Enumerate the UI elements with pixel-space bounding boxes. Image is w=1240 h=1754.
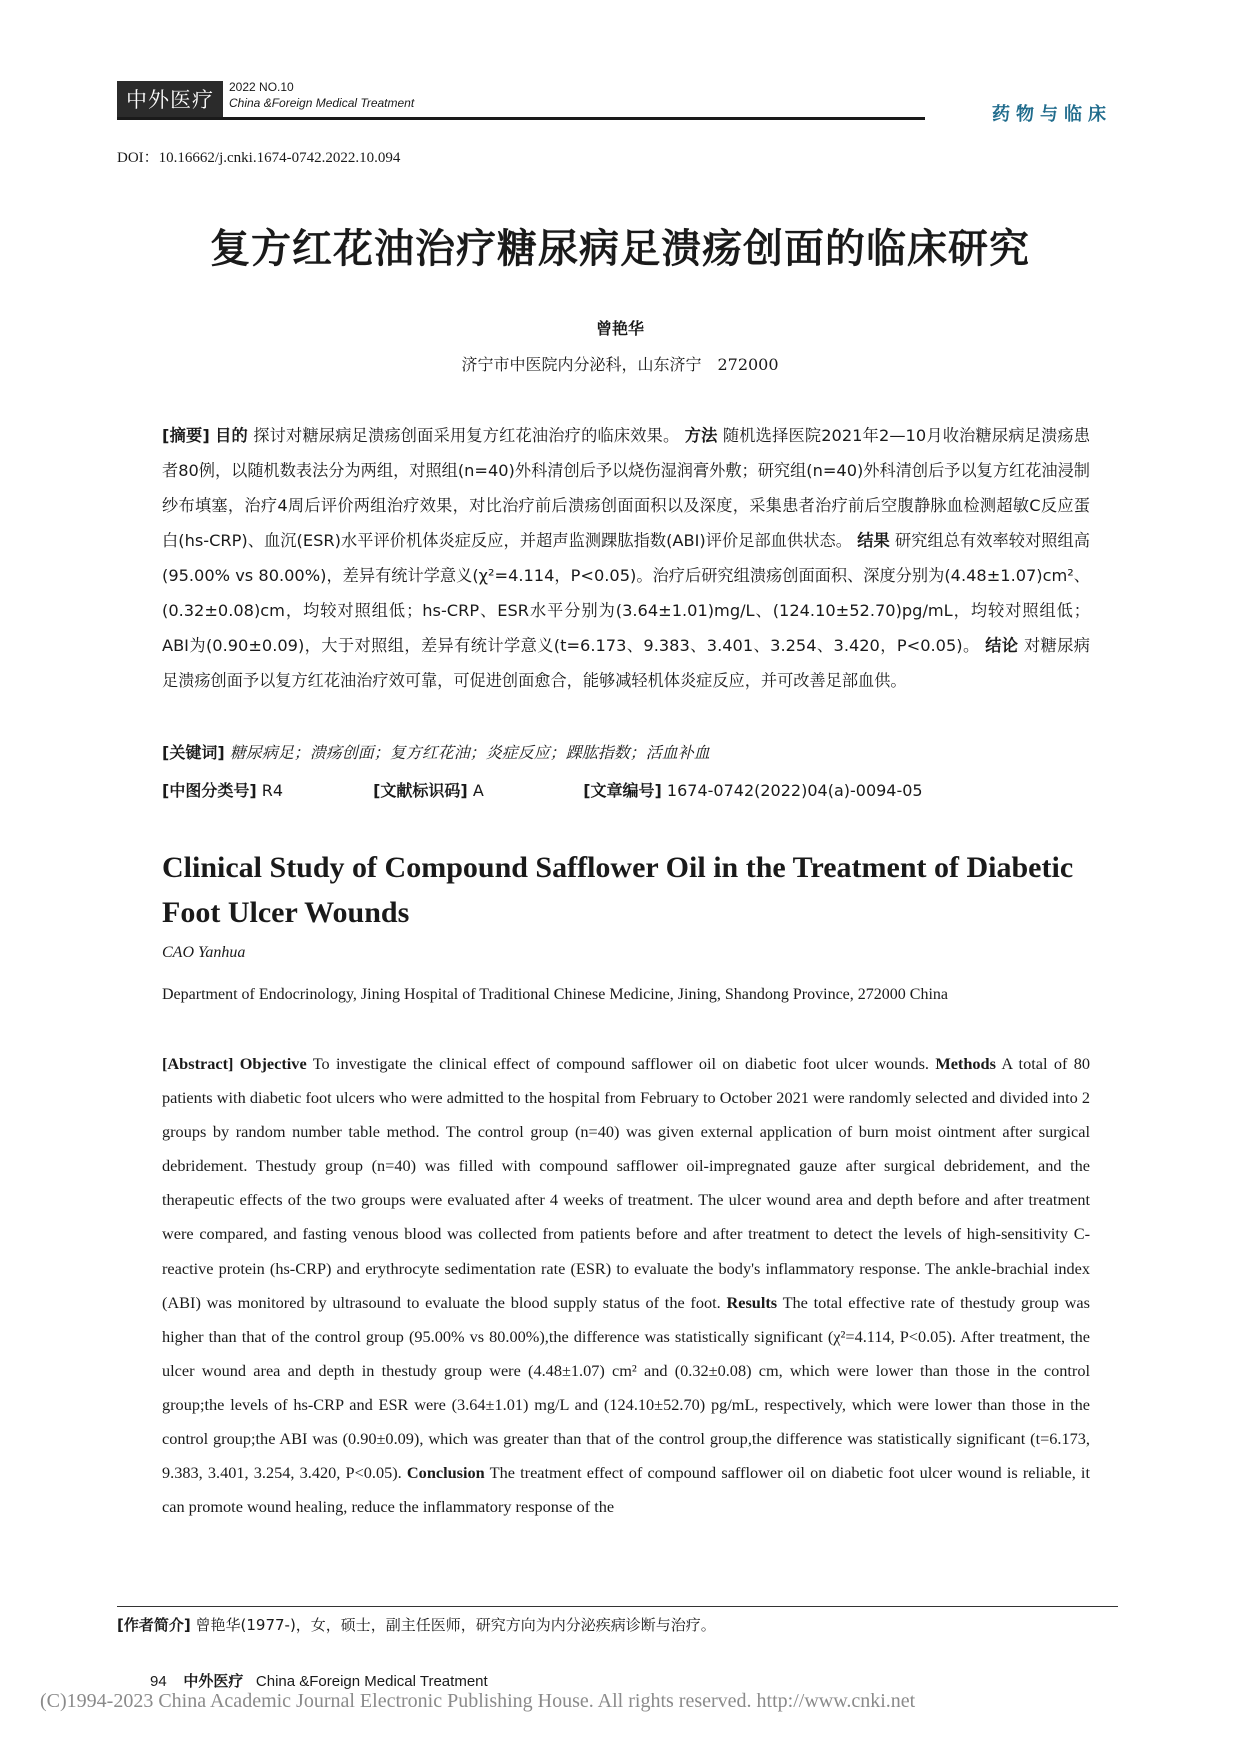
methods-en: A total of 80 patients with diabetic foot ulcers who were admitted to the hospital from February to October 2021 were randomly selected and divided into 2 groups by random number table method. The control group (n=40) was given external application of burn moist ointment after surgical debridement. Thestudy group (n=40) was filled with compound safflower oil-impregnated gauze after surgical debridement, and the therapeutic effects of the two groups were evaluated after 4 weeks of treatment. The ulcer wound area and depth before and after treatment were compared, and fasting venous blood was collected from patients before and after treatment to detect the levels of high-sensitivity C-reactive protein (hs-CRP) and erythrocyte sedimentation rate (ESR) to evaluate the body's inflammatory response. The ankle-brachial index (ABI) was monitored by ultrasound to evaluate the blood supply status of the foot. bbox=[162, 1054, 1090, 1312]
methods-cn: 随机选择医院2021年2—10月收治糖尿病足溃疡患者80例，以随机数表法分为两组，对照组(n=40)外科清创后予以烧伤湿润膏外敷；研究组(n=40)外科清创后予以复方红花油浸制纱布填塞，治疗4周后评价两组治疗效果，对比治疗前后溃疡创面面积以及深度，采集患者治疗前后空腹静脉血检测超敏C反应蛋白(hs-CRP)、血沉(ESR)水平评价机体炎症反应，并超声监测踝肱指数(ABI)评价足部血供状态。 bbox=[162, 426, 1091, 550]
article-value: 1674-0742(2022)04(a)-0094-05 bbox=[666, 781, 923, 800]
objective-cn: 探讨对糖尿病足溃疡创面采用复方红花油治疗的临床效果。 bbox=[253, 426, 680, 445]
article-label: [文章编号] bbox=[583, 781, 662, 800]
classification-line bbox=[162, 778, 1090, 801]
conclusion-en: The treatment effect of compound safflower oil on diabetic foot ulcer wound is reliable, it can promote wound healing, reduce the inflammatory response of the bbox=[162, 1463, 1090, 1517]
footer-journal-cn: 中外医疗 bbox=[183, 1672, 244, 1690]
keywords-text: 糖尿病足；溃疡创面；复方红花油；炎症反应；踝肱指数；活血补血 bbox=[229, 743, 710, 762]
conclusion-cn: 对糖尿病足溃疡创面予以复方红花油治疗效可靠，可促进创面愈合，能够减轻机体炎症反应，并可改善足部血供。 bbox=[162, 636, 1090, 690]
journal-name-en: China &Foreign Medical Treatment bbox=[229, 96, 415, 110]
journal-issue: 2022 NO.10 bbox=[229, 80, 294, 94]
clc-block bbox=[162, 778, 368, 801]
header-rule bbox=[117, 117, 925, 120]
results-en: The total effective rate of thestudy group was higher than that of the control group (95.00% vs 80.00%),the difference was statistically significant (χ²=4.114, P<0.05). After treatment, the ulcer wound area and depth in thestudy group were (4.48±1.07) cm² and (0.32±0.08) cm, which were lower than those in the control group;the levels of hs-CRP and ESR were (3.64±1.01) mg/L and (124.10±52.70) pg/mL, respectively, which were lower than those in the control group;the ABI was (0.90±0.09), which was greater than that of the control group,the difference was statistically significant (t=6.173, 9.383, 3.401, 3.254, 3.420, P<0.05). bbox=[162, 1292, 1090, 1483]
objective-label-en: Objective bbox=[239, 1054, 307, 1073]
affiliation-cn: 济宁市中医院内分泌科，山东济宁 272000 bbox=[461, 355, 779, 374]
clc-value: R4 bbox=[261, 781, 284, 800]
author-en: CAO Yanhua bbox=[162, 944, 246, 961]
clc-label: [中图分类号] bbox=[162, 781, 257, 800]
methods-label-en: Methods bbox=[935, 1054, 996, 1073]
copyright-notice: (C)1994-2023 China Academic Journal Electronic Publishing House. All rights reserved. http://www.cnki.net bbox=[40, 1690, 916, 1712]
methods-label-cn: 方法 bbox=[684, 426, 718, 445]
author-bio-text: 曾艳华(1977-)，女，硕士，副主任医师，研究方向为内分泌疾病诊断与治疗。 bbox=[195, 1616, 716, 1634]
doc-value: A bbox=[472, 781, 484, 800]
abstract-cn-label: [摘要] bbox=[162, 426, 210, 445]
journal-logo: 中外医疗 bbox=[117, 81, 223, 117]
affiliation-en: Department of Endocrinology, Jining Hospital of Traditional Chinese Medicine, Jining, Shandong Province, 272000 China bbox=[162, 986, 948, 1003]
page-footer bbox=[150, 1670, 488, 1691]
keywords bbox=[162, 740, 710, 763]
author-bio bbox=[117, 1614, 716, 1635]
abstract-en-label: [Abstract] bbox=[162, 1054, 234, 1073]
objective-label-cn: 目的 bbox=[215, 426, 248, 445]
title-cn: 复方红花油治疗糖尿病足溃疡创面的临床研究 bbox=[210, 226, 1030, 272]
title-en: Clinical Study of Compound Safflower Oil in the Treatment of Diabetic Foot Ulcer Wounds bbox=[162, 851, 1074, 929]
footnote-rule bbox=[117, 1606, 1118, 1607]
doc-block bbox=[373, 778, 578, 801]
footer-journal-en: China &Foreign Medical Treatment bbox=[255, 1673, 488, 1690]
abstract-en bbox=[162, 1047, 1090, 1524]
results-label-cn: 结果 bbox=[857, 531, 890, 550]
column-name: 药物与临床 bbox=[992, 104, 1112, 125]
keywords-label: [关键词] bbox=[162, 743, 225, 762]
conclusion-label-cn: 结论 bbox=[985, 636, 1019, 655]
abstract-cn bbox=[162, 418, 1090, 698]
author-bio-label: [作者简介] bbox=[117, 1616, 191, 1634]
conclusion-label-en: Conclusion bbox=[406, 1463, 485, 1483]
page-number: 94 bbox=[150, 1673, 167, 1690]
doc-label: [文献标识码] bbox=[373, 781, 468, 800]
results-cn: 研究组总有效率较对照组高(95.00% vs 80.00%)，差异有统计学意义(χ²=4.114，P<0.05)。治疗后研究组溃疡创面面积、深度分别为(4.48±1.07)cm²、(0.32±0.08)cm，均较对照组低；hs-CRP、ESR水平分别为(3.64±1.01)mg/L、(124.10±52.70)pg/mL，均较对照组低；ABI为(0.90±0.09)，大于对照组，差异有统计学意义(t=6.173、9.383、3.401、3.254、3.420，P<0.05)。 bbox=[162, 531, 1090, 655]
doi: DOI：10.16662/j.cnki.1674-0742.2022.10.094 bbox=[117, 150, 401, 166]
objective-en: To investigate the clinical effect of compound safflower oil on diabetic foot ulcer wounds. bbox=[312, 1054, 929, 1073]
article-block bbox=[583, 778, 922, 801]
results-label-en: Results bbox=[726, 1292, 778, 1312]
author-cn: 曾艳华 bbox=[595, 319, 644, 338]
